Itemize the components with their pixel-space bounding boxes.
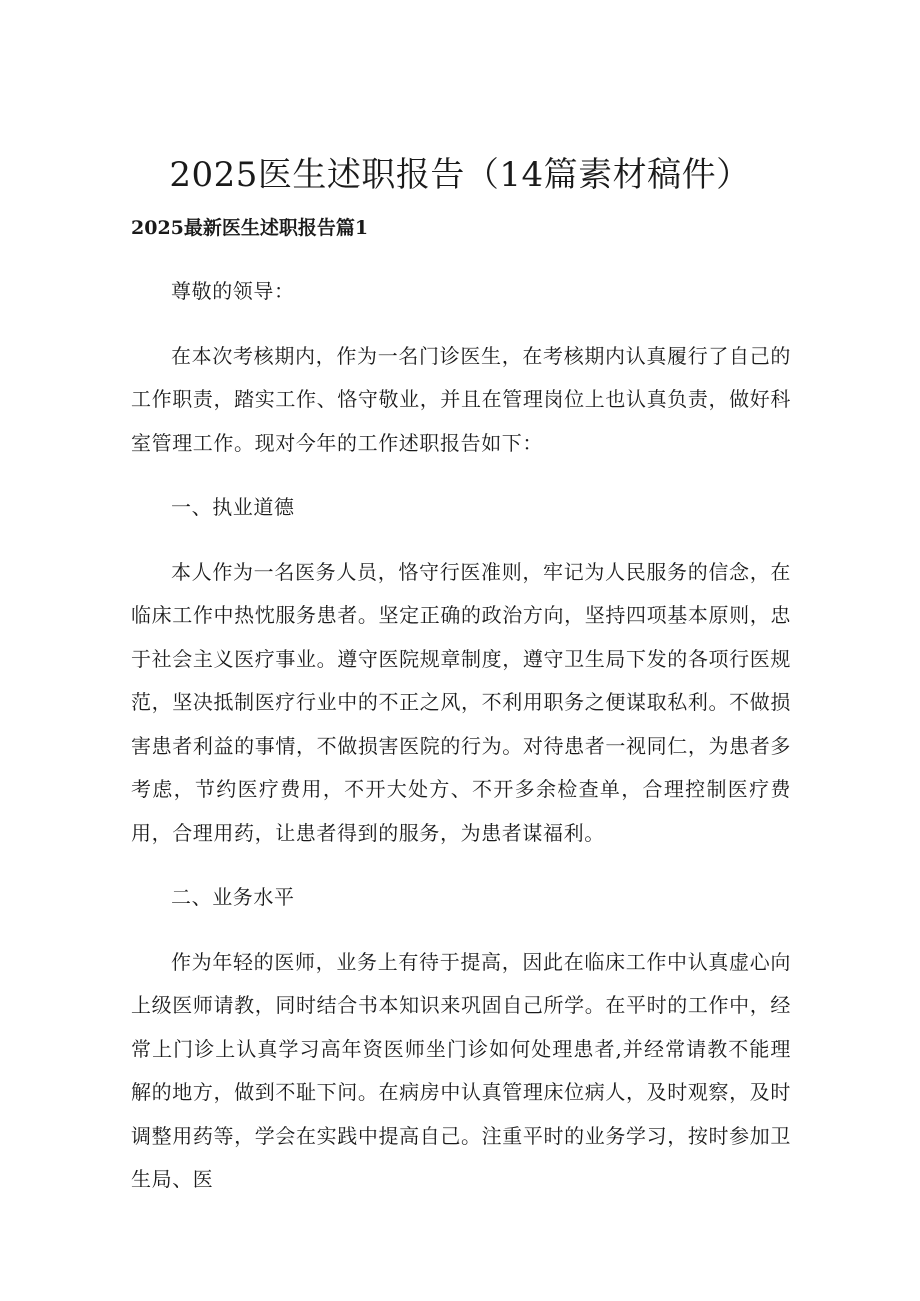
intro-paragraph: 在本次考核期内，作为一名门诊医生，在考核期内认真履行了自己的工作职责，踏实工作、恪守敬业，并且在管理岗位上也认真负责，做好科室管理工作。现对今年的工作述职报告如下： (131, 343, 791, 455)
section-heading-skills: 二、业务水平 (171, 885, 295, 909)
section-heading-ethics: 一、执业道德 (171, 495, 295, 519)
document-subtitle: 2025最新医生述职报告篇1 (131, 217, 369, 239)
section-text-ethics: 本人作为一名医务人员，恪守行医准则，牢记为人民服务的信念，在临床工作中热忱服务患者。坚定正确的政治方向，坚持四项基本原则，忠于社会主义医疗事业。遵守医院规章制度，遵守卫生局下发的各项行医规范，坚决抵制医疗行业中的不正之风，不利用职务之便谋取私利。不做损害患者利益的事情，不做损害医院的行为。对待患者一视同仁，为患者多考虑，节约医疗费用，不开大处方、不开多余检查单，合理控制医疗费用，合理用药，让患者得到的服务，为患者谋福利。 (131, 559, 791, 845)
document-body (131, 270, 791, 1223)
document-title: 2025医生述职报告（14篇素材稿件） (169, 155, 751, 195)
greeting-paragraph: 尊敬的领导： (171, 279, 295, 303)
section-text-skills: 作为年轻的医师，业务上有待于提高，因此在临床工作中认真虚心向上级医师请教，同时结合书本知识来巩固自己所学。在平时的工作中，经常上门诊上认真学习高年资医师坐门诊如何处理患者,并经常请教不能理解的地方，做到不耻下问。在病房中认真管理床位病人，及时观察，及时调整用药等，学会在实践中提高自己。注重平时的业务学习，按时参加卫生局、医 (131, 949, 791, 1191)
